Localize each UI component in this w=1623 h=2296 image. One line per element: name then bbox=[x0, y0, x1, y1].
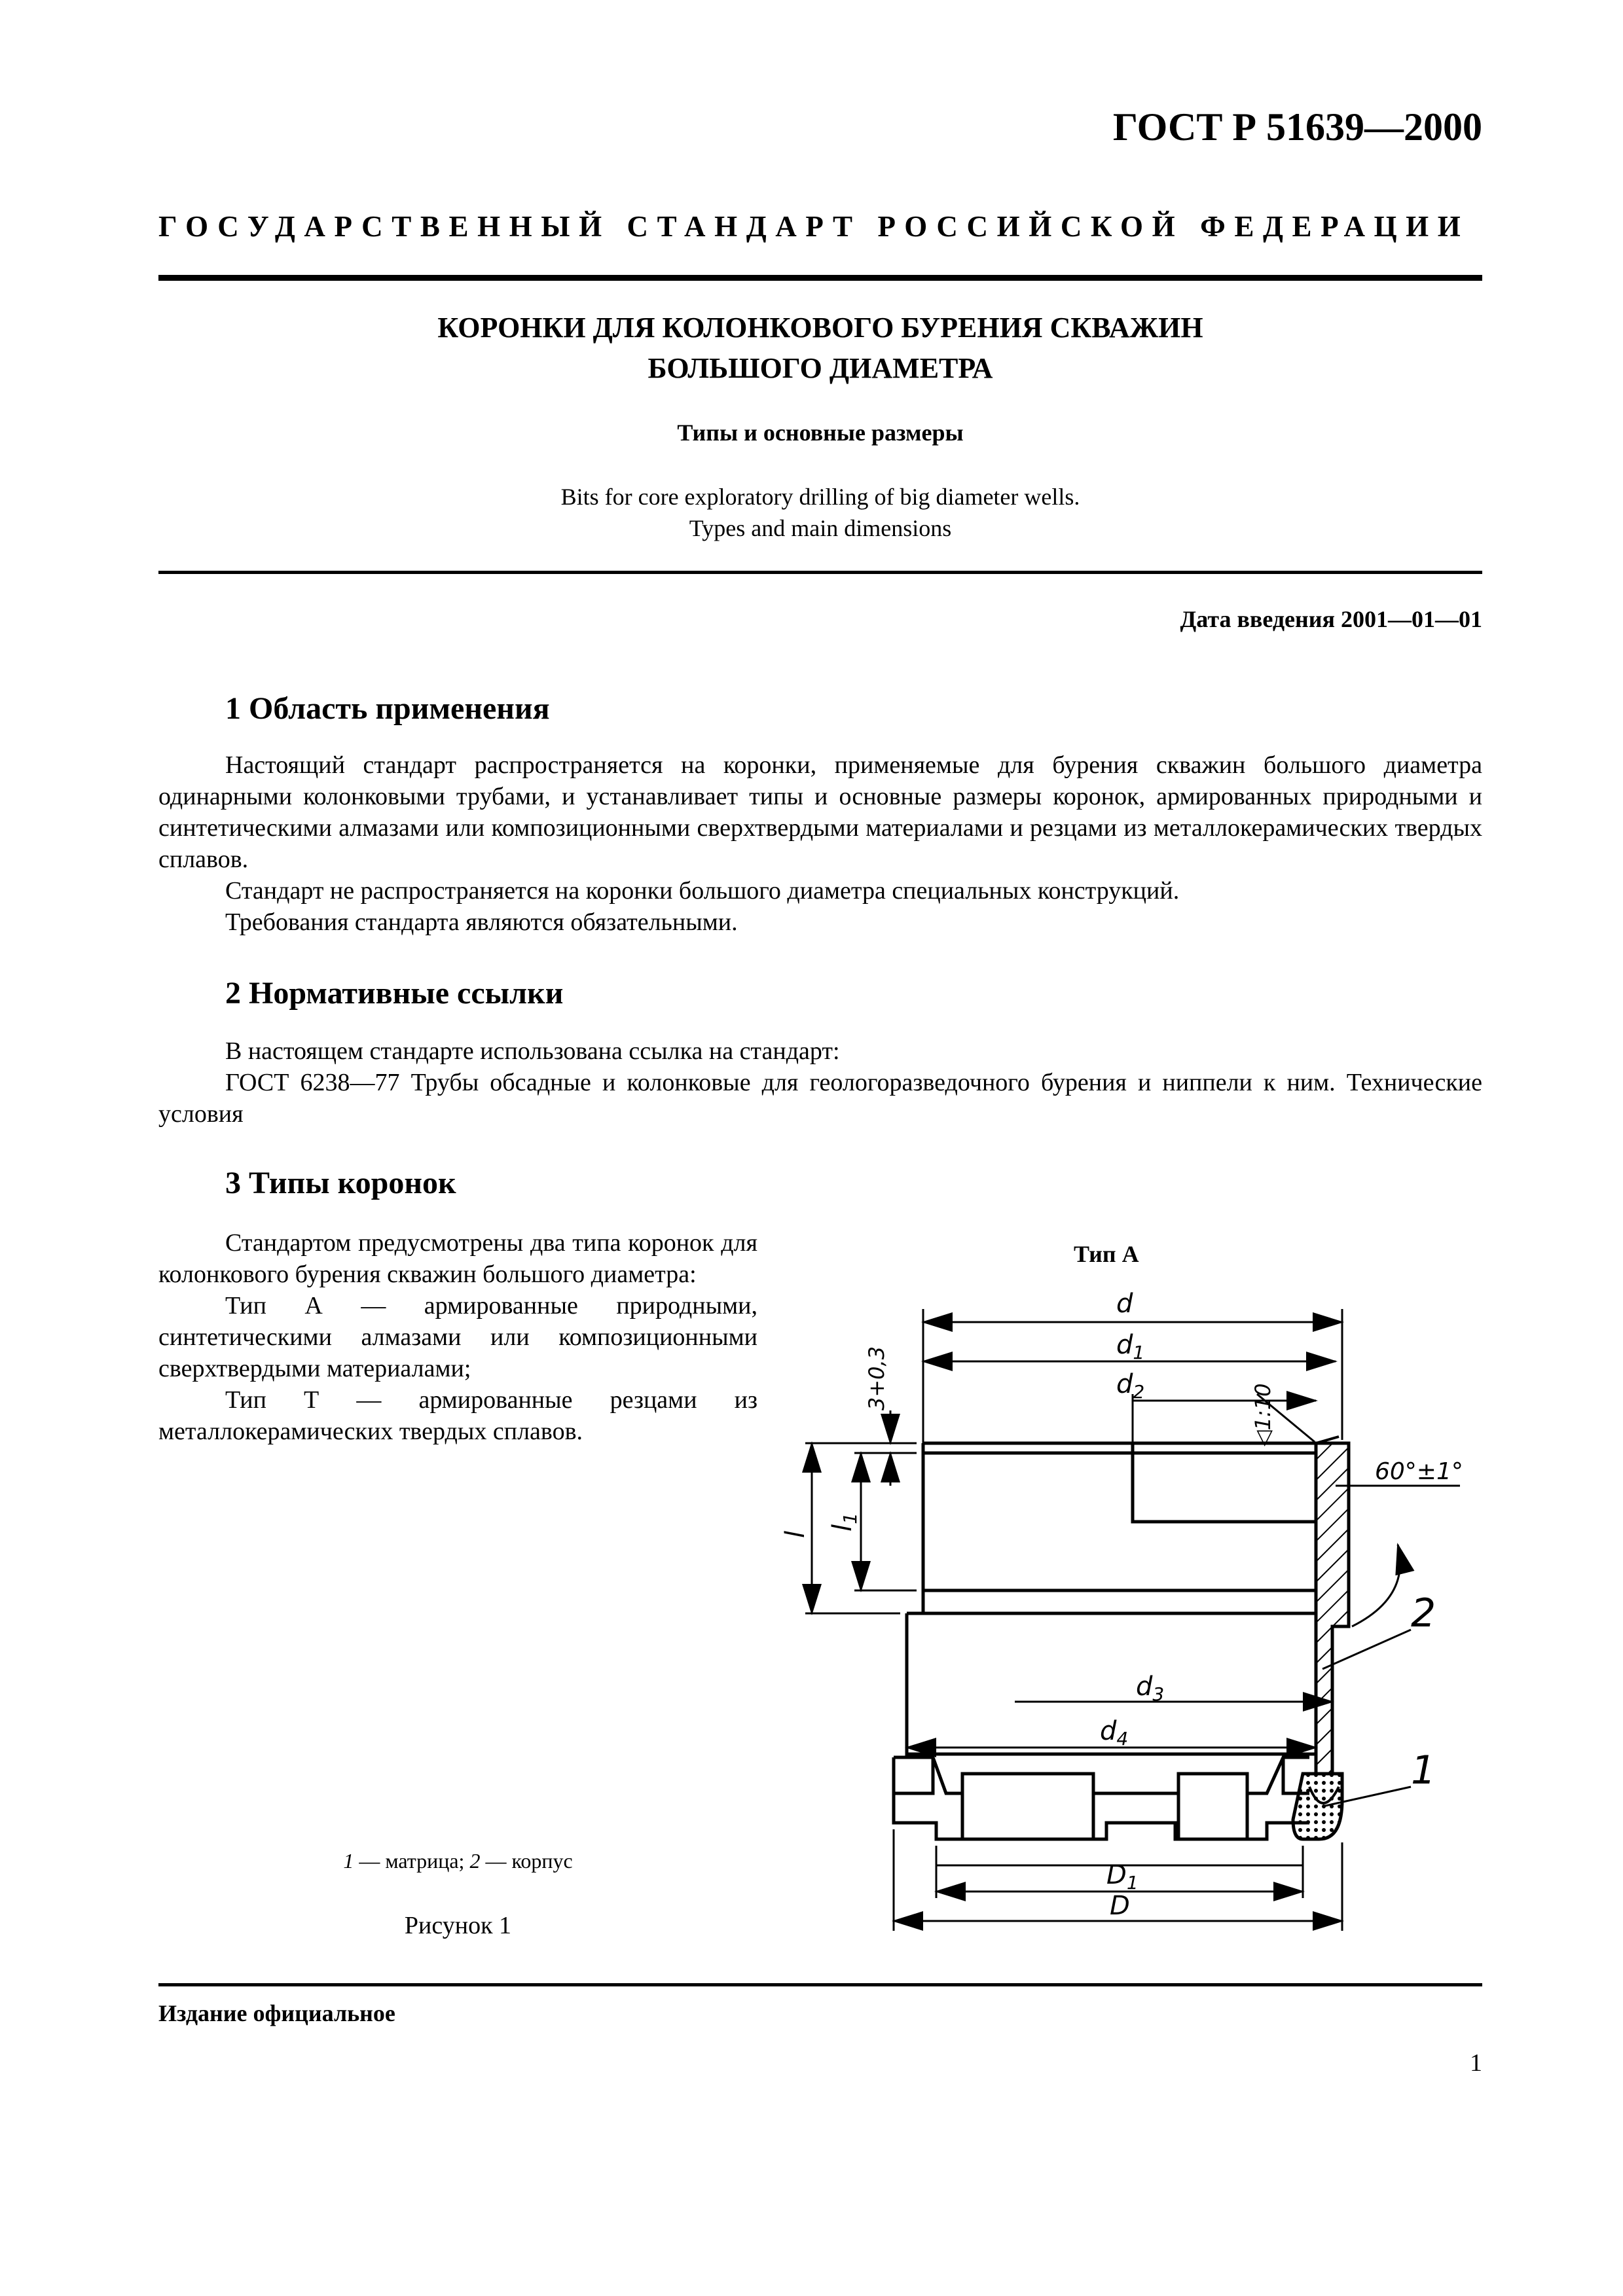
section-3-heading: 3 Типы коронок bbox=[225, 1166, 456, 1200]
english-title bbox=[158, 481, 1482, 544]
section-3-body bbox=[158, 1227, 757, 1447]
edition-label: Издание официальное bbox=[158, 2000, 395, 2026]
introduction-date: Дата введения 2001—01—01 bbox=[1180, 606, 1482, 632]
english-title-line-2: Types and main dimensions bbox=[689, 515, 952, 541]
bit-body-outline bbox=[894, 1443, 1316, 1839]
document-title bbox=[158, 308, 1482, 389]
matrix-section bbox=[1293, 1774, 1342, 1839]
section-2-paragraph-1: В настоящем стандарте использована ссылка на стандарт: bbox=[225, 1037, 840, 1065]
label-taper: ◁1:10 bbox=[1250, 1383, 1275, 1446]
label-d4: $d_4$ bbox=[1100, 1716, 1129, 1749]
legend-1-number: 1 bbox=[343, 1849, 354, 1873]
title-line-2: БОЛЬШОГО ДИАМЕТРА bbox=[647, 352, 993, 384]
section-1-paragraph-3: Требования стандарта являются обязательными. bbox=[225, 908, 738, 936]
section-3-type-a: Тип А — армированные природными, синтетическими алмазами или композиционными сверхтвердыми материалами; bbox=[158, 1292, 757, 1382]
label-d1: $d_1$ bbox=[1116, 1330, 1145, 1363]
figure-legend bbox=[158, 1849, 757, 1873]
footer-rule bbox=[158, 1983, 1482, 1986]
label-D: D bbox=[1110, 1891, 1130, 1921]
section-1-paragraph-1: Настоящий стандарт распространяется на коронки, применяемые для бурения скважин большого диаметра одинарными колонковыми трубами, и устанавливает типы и основные размеры коронок, армированных природными и синтетическими алмазами или композиционными сверхтвердыми материалами и резцами из металлокерамических твердых сплавов. bbox=[158, 751, 1482, 873]
figure-caption: Рисунок 1 bbox=[404, 1912, 512, 1939]
body-section-hatch bbox=[1316, 1443, 1349, 1774]
page-number: 1 bbox=[1470, 2049, 1482, 2077]
label-d: d bbox=[1116, 1289, 1133, 1319]
legend-2-text: — корпус bbox=[480, 1849, 573, 1873]
figure-title: Тип А bbox=[1074, 1241, 1139, 1267]
section-2-heading: 2 Нормативные ссылки bbox=[225, 976, 564, 1011]
legend-1-text: — матрица; bbox=[354, 1849, 470, 1873]
gost-number: ГОСТ Р 51639—2000 bbox=[1112, 105, 1482, 149]
label-l: l bbox=[780, 1530, 811, 1538]
section-1-heading: 1 Область применения bbox=[225, 691, 550, 726]
label-tolerance: 3+0,3 bbox=[864, 1346, 889, 1410]
label-d3: $d_3$ bbox=[1136, 1672, 1165, 1705]
title-rule bbox=[158, 571, 1482, 574]
header-rule bbox=[158, 275, 1482, 281]
label-angle: 60°±1° bbox=[1375, 1458, 1463, 1485]
section-3-paragraph-1: Стандартом предусмотрены два типа коронок для колонкового бурения скважин большого диаметра: bbox=[158, 1229, 757, 1288]
section-1-paragraph-2: Стандарт не распространяется на коронки большого диаметра специальных конструкций. bbox=[225, 877, 1180, 905]
callout-2: 2 bbox=[1411, 1590, 1436, 1636]
section-2-reference: ГОСТ 6238—77 Трубы обсадные и колонковые для геологоразведочного бурения и ниппели к ним. Технические условия bbox=[158, 1069, 1482, 1128]
legend-2-number: 2 bbox=[469, 1849, 481, 1873]
section-3-type-t: Тип Т — армированные резцами из металлокерамических твердых сплавов. bbox=[158, 1386, 757, 1445]
english-title-line-1: Bits for core exploratory drilling of big diameter wells. bbox=[560, 484, 1080, 510]
state-standard-heading: ГОСУДАРСТВЕННЫЙ СТАНДАРТ РОССИЙСКОЙ ФЕДЕРАЦИИ bbox=[158, 210, 1470, 243]
bit-drawing bbox=[780, 1276, 1482, 1944]
section-2-body bbox=[158, 1035, 1482, 1130]
label-d2: $d_2$ bbox=[1116, 1369, 1145, 1403]
document-subtitle: Типы и основные размеры bbox=[677, 420, 964, 446]
label-l1: $l_1$ bbox=[828, 1513, 861, 1532]
section-1-body bbox=[158, 749, 1482, 938]
title-line-1: КОРОНКИ ДЛЯ КОЛОНКОВОГО БУРЕНИЯ СКВАЖИН bbox=[437, 312, 1203, 344]
label-D1: $D_1$ bbox=[1106, 1860, 1139, 1893]
callout-1: 1 bbox=[1411, 1748, 1436, 1793]
